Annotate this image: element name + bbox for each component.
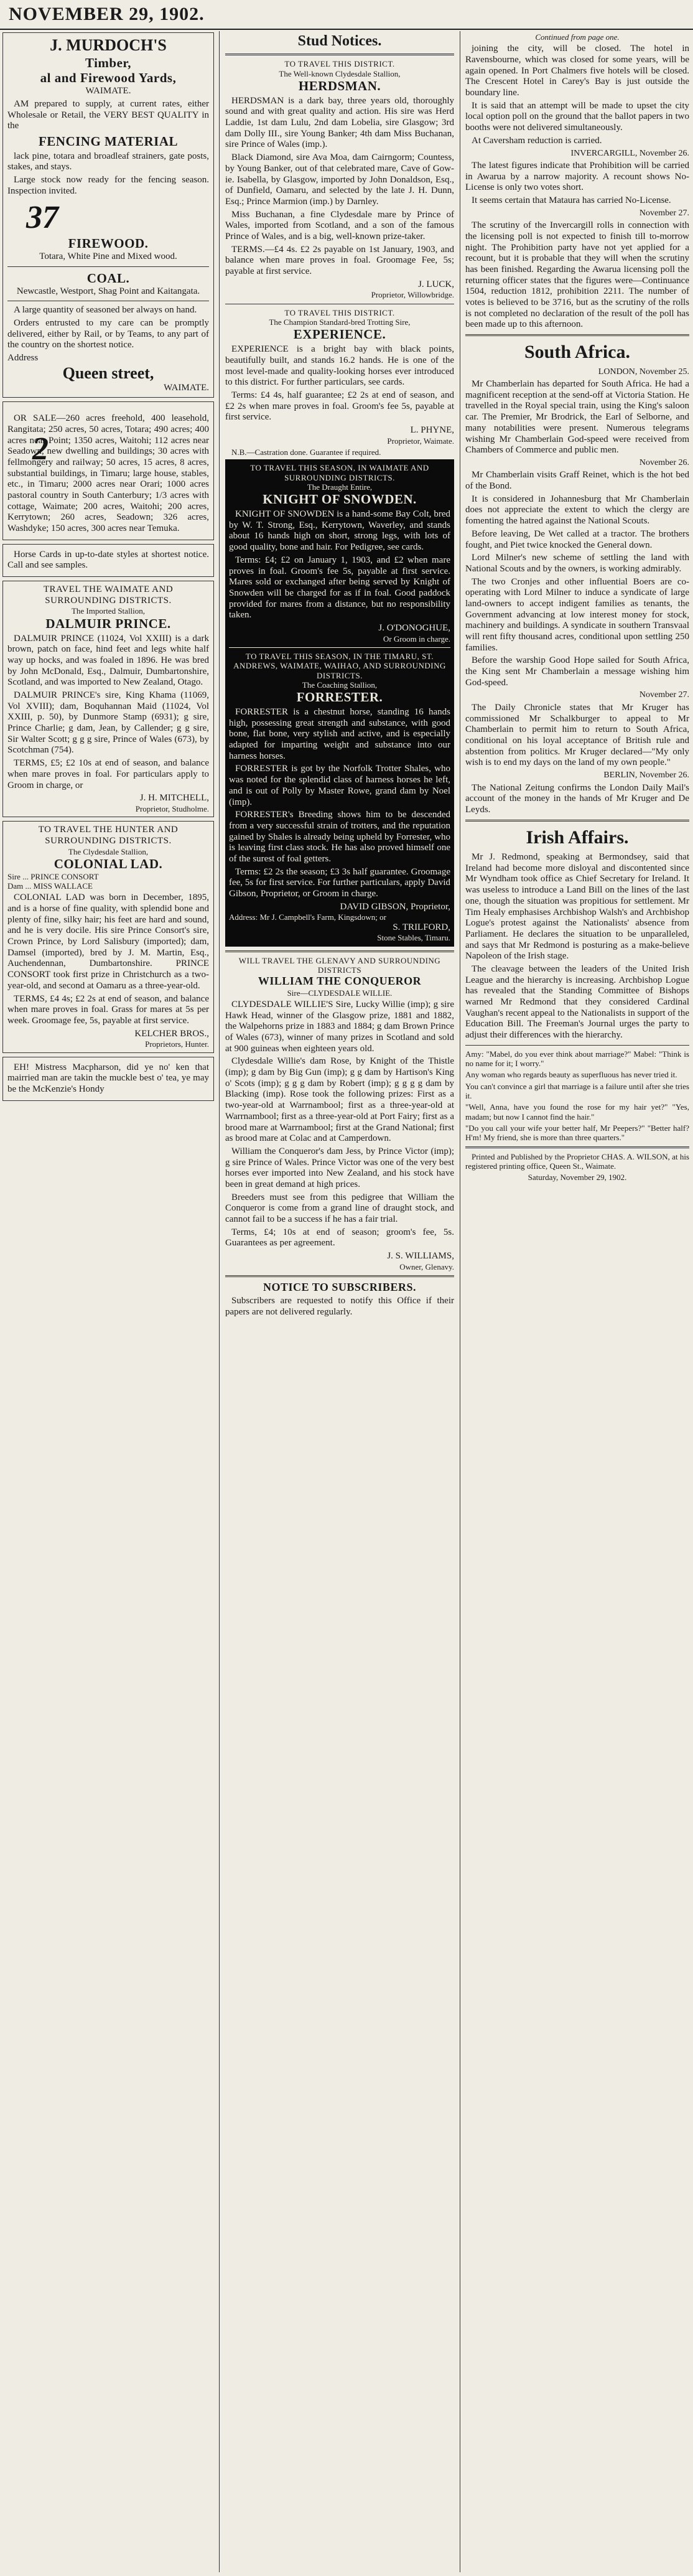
jokes-column: Amy: "Mabel, do you ever think about marriage?" Mabel: "Think is no name for it; I worry." Any woman who regards beauty as superfluous has never tried it. You can't convince a girl that marriage is a failure until after she tries it. "Well, Anna, have you found the rose for my hair yet?" "Yes, madam; but now I cannot find the hair." "Do you call your wife your better half, Mr Peepers?" "Better half? H'm! My friend, she is more than three quarters." [465,1049,689,1143]
masthead [0,0,693,30]
column-left [2,32,214,2571]
ink-stamp: 37 [26,200,58,236]
column-right [465,32,689,2571]
murdoch-advert: J. MURDOCH'S Timber, al and Firewood Yards, WAIMATE. AM prepared to supply, at current rates, either Wholesale or Retail, the VERY BEST QUALITY in the FENCING MATERIAL lack pine, totara and broadleaf strainers, gate posts, stakes, and stays. Large stock now ready for the fencing season. Inspection invited. 37 FIREWOOD. Totara, White Pine and Mixed wood. COAL. Newcastle, Westport, Shag Point and Kaitangata. A large quantity of seasoned ber always on hand. Orders entrusted to my care can be promptly delivered, either by Rail, or by Teams, to any part of the country on the shortest notice. Address Queen street, WAIMATE. [2,32,214,398]
article-heading: Irish Affairs. [526,827,629,848]
forrester-advert: TO TRAVEL THIS SEASON, IN THE TIMARU, ST. ANDREWS, WAIMATE, WAIHAO, AND SURROUNDING DISTRICTS. The Coaching Stallion, FORRESTER. FORRESTER is a chestnut horse, standing 16 hands high, possessing great strength and substance, with good bone, flat bone, very stylish and active, and is especially adapted for imparting weight and substance into our harness horses. FORRESTER is got by the Norfolk Trotter Shales, who was noted for the splendid class of harness horses he left, and is out of Polly by Master Rowe, grand dam by Noel (imp). FORRESTER's Breeding shows him to be descended from a very successful strain of trotters, and the reputation gained by Shales is already being upheld by Forrester, who is leaving first class stock. He has also proved himself one of the surest of foal getters. Terms: £2 2s the season; £3 3s half guarantee. Groomage fee, 5s for first service. For further particulars, apply David Gibson, Proprietor, or Groom in charge. DAVID GIBSON, Proprietor, Address: Mr J. Campbell's Farm, Kingsdown; or S. TRILFORD, Stone Stables, Timaru. [229,651,450,943]
horse-cards-notice: Horse Cards in up-to-date styles at shortest notice. Call and see samples. [2,544,214,577]
herdsman-advert: TO TRAVEL THIS DISTRICT. The Well-known Clydesdale Stallion, HERDSMAN. HERDSMAN is a dark bay, three years old, thoroughly sound and with great quality and action. His sire was Herd Laddie, 1st dam Lulu, 2nd dam Lobelia, sire Glasgow; 3rd dam Dolly III., sire Young Banker; 4th dam Miss Buchanan, sire Prince of Wales (imp.). Black Diamond, sire Ava Moa, dam Cairngorm; Countess, by Young Banker, out of that celebrated mare, Cave of Gow-ie. Isabella, by Glasgow, imported by John Donaldson, Esq., of Dunfield, Oamaru, and selected by the late J. H. Dunn, Esq.; Prince Marmion (imp.) by Darnley. Miss Buchanan, a fine Clydesdale mare by Prince of Wales, imported from Scotland, and a son of the famous Prince of Wales, and is a big, well-known prize-taker. TERMS.—£4 4s. £2 2s payable on 1st January, 1903, and balance when mare proves in foal. Groomage Fee, 5s; payable at first service. J. LUCK, Proprietor, Willowbridge. [225,59,454,300]
imprint: Printed and Published by the Proprietor CHAS. A. WILSON, at his registered printing office, Queen St., Waimate. Saturday, November 29, 1902. [465,1151,689,1183]
dark-scanned-block [225,459,454,946]
licensing-news: joining the city, will be closed. The hotel in Ravensbourne, which was closed for some years, will be again opened. In Port Chalmers five hotels will be closed. The Crescent Hotel in Carey's Bay is just outside the boundary line. It is said that an attempt will be made to upset the city local option poll on the ground that the ballot papers in two booths were not delivered simultaneously. At Caversham reduction is carried. INVERCARGILL, November 26. The latest figures indicate that Prohibition will be carried in Awarua by a narrow majority. A recount shows No-License is only two votes short. It seems certain that Mataura has carried No-License. November 27. The scrutiny of the Invercargill rolls in connection with the licensing poll is not expected to finish till to-morrow night. The Prohibition party have not yet applied for a recount, but it is probable that they will when the scrutiny has been finished. Regarding the Awarua licensing poll the returning officer states that the figures were—Continuance 1504, reduction 1812, prohibition 2211. The number of votes is believed to be 3716, but as the scrutiny of the rolls is not completed no declaration of the result of the poll has been made up to this afternoon. [465,44,689,330]
for-sale-advert: 2 OR SALE—260 acres freehold, 400 leasehold, Rangitata; 250 acres, 50 acres, Totara; 490 acres; 400 acres near Point; 1350 acres, Waitohi; 112 acres near Seadown, new dwelling and buildings; 30 acres with fellmongery and railway; 50 acres, 15 acres, 8 acres, substantial buildings, in Timaru; large house, stables, etc., in Timaru; 2000 acres near Orari; 1000 acres pastoral country in South Canterbury; 1/3 acres with cottage, Waimate; 200 acres, Waitohi; 200 acres, Kerrytown; 260 acres, Seadown; 326 acres, Washdyke; 150 acres, 300 acres near Temuka. [2,401,214,540]
william-the-conqueror-advert: WILL TRAVEL THE GLENAVY AND SURROUNDING DISTRICTS WILLIAM THE CONQUEROR Sire—CLYDESDALE WILLIE. CLYDESDALE WILLIE'S Sire, Lucky Willie (imp); g sire Hawk Head, winner of the Glasgow prize, 1881 and 1882, the Walpehorns prize in 1883 and 1884; g dam Brown Prince of Wales (673), winner of many prizes in Scotland and sold at 900 guineas when eighteen years old. Clydesdale Willie's dam Rose, by Knight of the Thistle (imp); g dam by Big Gun (imp); g g dam by Hartison's King o' Scots (imp); g g g dam by Robert (imp); g g g g dam by Blacking (imp). Rose took the following prizes: First as a two-year-old at Warrnambool; first as a three-year-old at Warrnambool; first as a three-year-old at Port Fairy; first as a brood mare at Warrnambool; first at the Grand National; first as brood mare at Colac and at Camperdown. William the Conqueror's dam Jess, by Prince Victor (imp); g sire Prince of Wales. Prince Victor was one of the very best horses ever imported into New Zealand, and his stock have been in great demand at high prices. Breeders must see from this pedigree that William the Conqueror is come from a grand line of draught stock, and cannot fail to be a success if he has a fair trial. Terms, £4; 10s at end of season; groom's fee, 5s. Guarantees as per agreement. J. S. WILLIAMS, Owner, Glenavy. [225,955,454,1272]
dalmuir-prince-advert: TRAVEL THE WAIMATE AND SURROUNDING DISTRICTS. The Imported Stallion, DALMUIR PRINCE. DALMUIR PRINCE (11024, Vol XXIII) is a dark brown, patch on face, hind feet and legs white half way up hocks, and was foaled in 1896. He was bred by John McDonald, Esq., Dalmuir, Dumbartonshire, Scotland, and was imported to New Zealand, Otago. DALMUIR PRINCE's sire, King Khama (11069, Vol XVIII); dam, Boquhannan Maid (11024, Vol XXIII, p. 50), by Dunmore Stamp (6931); g sire, Prince Charlie; g dam, Jean, by Callender; g g sire, Sir Walter Scott; g g g sire, Prince of Wales (673), by Scotchman (754). TERMS, £5; £2 10s at end of season, and balance when mare proves in foal. For particulars apply to Groom in charge, or J. H. MITCHELL, Proprietor, Studholme. [2,581,214,817]
experience-advert: TO TRAVEL THIS DISTRICT. The Champion Standard-bred Trotting Sire, EXPERIENCE. EXPERIENCE is a bright bay with black points, beautifully built, and stands 16.2 hands. He is one of the most level-made and quality-looking horses ever introduced to this district. For further particulars, see cards. Terms: £4 4s, half guarantee; £2 2s at end of season, and £2 2s when mare proves in foal. Groom's fee 5s, payable at first service. L. PHYNE, Proprietor, Waimate. N.B.—Castration done. Guarantee if required. [225,307,454,457]
continued-heading: Continued from page one. [535,32,620,42]
irish-affairs-article: Irish Affairs. Mr J. Redmond, speaking at Bermondsey, said that Ireland had become more disloyal and discontented since Mr Wyndham took office as Chief Secretary for Ireland. It was useless to introduce a Land Bill on the lines of the last one, though the situation was propitious for settlement. Mr Tim Healy emphasises Archbishop Walsh's and Archbishop Logue's protest against the Nationalists' absence from Parliament. He declares the situation to be unparalleled, and says that Mr Redmond is posturing as a make-believe Napoleon of the Irish stage. The cleavage between the leaders of the United Irish League and the hierarchy is increasing. Archbishop Logue has revealed that the Standing Committee of Bishops warned Mr Redmond that they considered Cardinal Vaughan's recent appeal to the Nationalists in support of the Education Bill. The Freeman's Journal urges the party to adjust their differences with the hierarchy. [465,827,689,1041]
south-africa-article: South Africa. LONDON, November 25. Mr Chamberlain has departed for South Africa. He had a magnificent reception at the send-off at Victoria Station. He travelled in the Royal special train, using the King's saloon car. The Premier, Mr Brodrick, the Earl of Selborne, and many notabilities were present. Numerous telegrams wishing Mr Chamberlain God-speed were received from Chambers of Commerce and public men. November 26. Mr Chamberlain visits Graff Reinet, which is the hot bed of the Bond. It is considered in Johannesburg that Mr Chamberlain does not appreciate the extent to which the clergy are fomenting the hatred against the National Scouts. Before leaving, De Wet called at a tractor. The brothers fought, and Piet twice knocked the General down. Lord Milner's new scheme of settling the land with National Scouts and by the owners, is working admirably. The two Cronjes and other influential Boers are co-operating with Lord Milner to induce a syndicate of large land-owners to accept indigent families as tenants, the Government advancing at low interest money for stock, machinery and buildings. A syndicate in southern Transvaal will rent fifty thousand acres, conditional upon settling 250 families. Before the warship Good Hope sailed for South Africa, the King sent Mr Chamberlain a message wishing him God-speed. November 27. The Daily Chronicle states that Mr Kruger has commissioned Mr Schalkburger to appeal to Mr Chamberlain to permit him to return to South Africa, conditional on his loyal acceptance of British rule and abstention from politics. Mr Kruger declared—"My only wish is to end my days on the land of my own people." BERLIN, November 26. The National Zeitung confirms the London Daily Mail's account of the money in the hands of Mr Kruger and De Leyds. [465,342,689,815]
article-heading: South Africa. [524,342,630,363]
column-rule [219,31,220,2572]
ink-stamp: 2 [32,431,49,467]
knight-of-snowden-advert: TO TRAVEL THIS SEASON, IN WAIMATE AND SURROUNDING DISTRICTS. The Draught Entire, KNIGHT OF SNOWDEN. KNIGHT OF SNOWDEN is a hand-some Bay Colt, bred by W. T. Strong, Esq., Kerrytown, Waverley, and stands about 16 hands high on short, strong legs, with lots of good quality, bone and hair. For Pedigree, see cards. Terms: £4; £2 on January 1, 1903, and £2 when mare proves in foal. Groom's fee 5s, payable at first service. Mares sold or exchanged after being served by Knight of Snowden will be charged for as if in foal. Good paddock provided for mares from a distance, but no responsibility taken. J. O'DONOGHUE, Or Groom in charge. [229,463,450,644]
colonial-lad-advert: TO TRAVEL THE HUNTER AND SURROUNDING DISTRICTS. The Clydesdale Stallion, COLONIAL LAD. Sire ... PRINCE CONSORT Dam ... MISS WALLACE COLONIAL LAD was born in December, 1895, and is a horse of fine quality, with splendid bone and plenty of fine, silky hair; his feet are hard and sound, and he is very docile. His sire Prince Consort's sire, Crown Prince, by Lord Salisbury (imported); dam, Damsel (imported), bred by J. M. Martin, Esq., Auchendennan, Dumbartonshire. PRINCE CONSORT took first prize in Christchurch as a two-year-old, and second at Oamaru as a three-year-old. TERMS, £4 4s; £2 2s at end of season, and balance when mare proves in foal. Grass for mares at 5s per week. Groomage fee, 5s, payable at first service. KELCHER BROS., Proprietors, Hunter. [2,821,214,1052]
joke-advert: EH! Mistress Macpharson, did ye no' ken that mairried man are takin the muckle best o' tea, ye may be the McKenzie's Hondy [2,1057,214,1101]
column-middle [225,32,454,2571]
stud-notices-heading: Stud Notices. [297,33,382,49]
advert-title: J. MURDOCH'S [50,36,167,54]
subscribers-notice: NOTICE TO SUBSCRIBERS. Subscribers are requested to notify this Office if their papers are not delivered regularly. [225,1281,454,1318]
issue-date: NOVEMBER 29, 1902. [9,4,205,24]
